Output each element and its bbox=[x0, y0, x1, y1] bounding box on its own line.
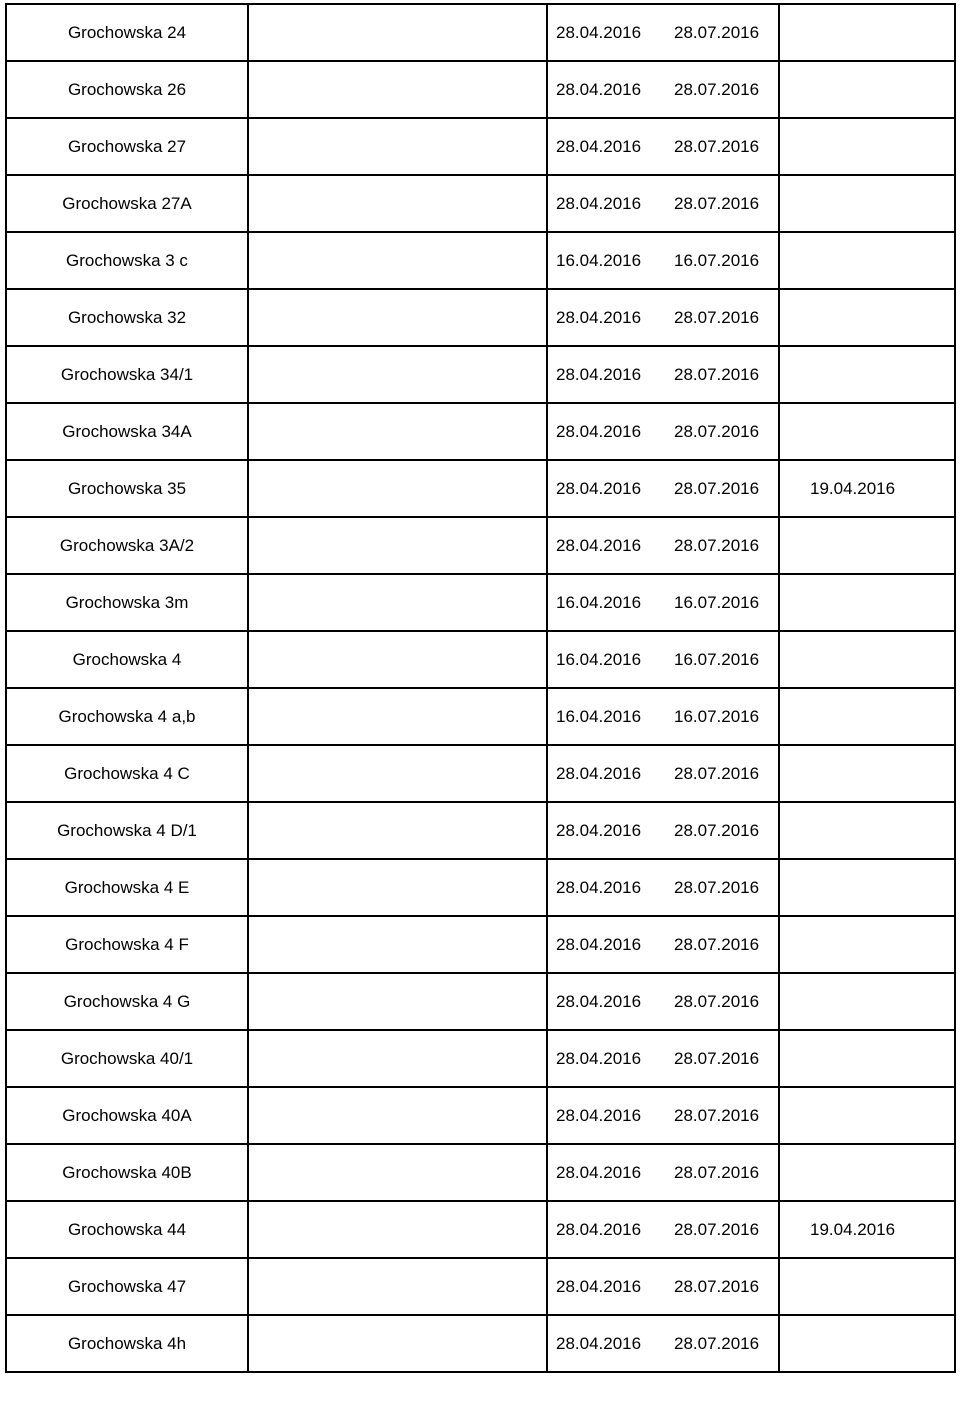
empty-cell bbox=[248, 973, 547, 1030]
date-to: 28.07.2016 bbox=[674, 1162, 760, 1182]
dates-cell bbox=[547, 859, 779, 916]
extra-date-cell: 19.04.2016 bbox=[779, 1201, 955, 1258]
schedule-table bbox=[5, 3, 956, 1373]
empty-cell bbox=[248, 802, 547, 859]
table-row bbox=[6, 61, 955, 118]
date-to: 28.07.2016 bbox=[674, 763, 760, 783]
dates-cell bbox=[547, 4, 779, 61]
empty-cell bbox=[248, 175, 547, 232]
empty-cell bbox=[248, 1030, 547, 1087]
table-row bbox=[6, 4, 955, 61]
street-cell: Grochowska 40B bbox=[6, 1144, 248, 1201]
date-to: 28.07.2016 bbox=[674, 1333, 760, 1353]
street-cell: Grochowska 3 c bbox=[6, 232, 248, 289]
dates-cell bbox=[547, 1201, 779, 1258]
empty-cell bbox=[248, 1201, 547, 1258]
date-from: 16.04.2016 bbox=[556, 592, 642, 612]
street-cell: Grochowska 40A bbox=[6, 1087, 248, 1144]
empty-cell bbox=[248, 517, 547, 574]
extra-date-cell bbox=[779, 859, 955, 916]
date-from: 28.04.2016 bbox=[556, 478, 642, 498]
empty-cell bbox=[248, 460, 547, 517]
extra-date-cell bbox=[779, 1258, 955, 1315]
dates-cell bbox=[547, 1030, 779, 1087]
empty-cell bbox=[248, 1087, 547, 1144]
date-to: 28.07.2016 bbox=[674, 1219, 760, 1239]
extra-date-cell bbox=[779, 175, 955, 232]
date-from: 28.04.2016 bbox=[556, 820, 642, 840]
street-cell: Grochowska 27 bbox=[6, 118, 248, 175]
street-cell: Grochowska 3m bbox=[6, 574, 248, 631]
date-from: 28.04.2016 bbox=[556, 1276, 642, 1296]
date-to: 28.07.2016 bbox=[674, 22, 760, 42]
table-row bbox=[6, 631, 955, 688]
dates-cell bbox=[547, 916, 779, 973]
date-from: 28.04.2016 bbox=[556, 193, 642, 213]
street-cell: Grochowska 47 bbox=[6, 1258, 248, 1315]
empty-cell bbox=[248, 61, 547, 118]
date-from: 28.04.2016 bbox=[556, 1162, 642, 1182]
date-to: 28.07.2016 bbox=[674, 1048, 760, 1068]
table-row bbox=[6, 1258, 955, 1315]
date-to: 16.07.2016 bbox=[674, 592, 760, 612]
dates-cell bbox=[547, 517, 779, 574]
extra-date-cell bbox=[779, 973, 955, 1030]
street-cell: Grochowska 35 bbox=[6, 460, 248, 517]
date-to: 28.07.2016 bbox=[674, 877, 760, 897]
dates-cell bbox=[547, 574, 779, 631]
dates-cell bbox=[547, 289, 779, 346]
table-row bbox=[6, 289, 955, 346]
table-row bbox=[6, 574, 955, 631]
date-to: 28.07.2016 bbox=[674, 421, 760, 441]
empty-cell bbox=[248, 859, 547, 916]
date-to: 28.07.2016 bbox=[674, 136, 760, 156]
dates-cell bbox=[547, 1315, 779, 1372]
empty-cell bbox=[248, 916, 547, 973]
date-from: 28.04.2016 bbox=[556, 1333, 642, 1353]
table-body bbox=[6, 4, 955, 1372]
street-cell: Grochowska 34/1 bbox=[6, 346, 248, 403]
date-to: 28.07.2016 bbox=[674, 820, 760, 840]
table-row bbox=[6, 802, 955, 859]
dates-cell bbox=[547, 745, 779, 802]
date-to: 28.07.2016 bbox=[674, 535, 760, 555]
date-to: 28.07.2016 bbox=[674, 1105, 760, 1125]
extra-date-cell bbox=[779, 802, 955, 859]
street-cell: Grochowska 4 E bbox=[6, 859, 248, 916]
table-row bbox=[6, 1315, 955, 1372]
date-from: 16.04.2016 bbox=[556, 250, 642, 270]
date-to: 16.07.2016 bbox=[674, 706, 760, 726]
date-to: 28.07.2016 bbox=[674, 478, 760, 498]
empty-cell bbox=[248, 346, 547, 403]
dates-cell bbox=[547, 1144, 779, 1201]
table-row bbox=[6, 517, 955, 574]
extra-date-cell bbox=[779, 403, 955, 460]
date-from: 28.04.2016 bbox=[556, 535, 642, 555]
table-row bbox=[6, 745, 955, 802]
date-from: 28.04.2016 bbox=[556, 1048, 642, 1068]
dates-cell bbox=[547, 403, 779, 460]
date-from: 16.04.2016 bbox=[556, 649, 642, 669]
street-cell: Grochowska 4 a,b bbox=[6, 688, 248, 745]
empty-cell bbox=[248, 403, 547, 460]
table-row bbox=[6, 118, 955, 175]
extra-date-cell bbox=[779, 517, 955, 574]
date-from: 28.04.2016 bbox=[556, 22, 642, 42]
street-cell: Grochowska 4 F bbox=[6, 916, 248, 973]
dates-cell bbox=[547, 175, 779, 232]
empty-cell bbox=[248, 1258, 547, 1315]
date-from: 16.04.2016 bbox=[556, 706, 642, 726]
empty-cell bbox=[248, 232, 547, 289]
street-cell: Grochowska 4 C bbox=[6, 745, 248, 802]
street-cell: Grochowska 24 bbox=[6, 4, 248, 61]
table-row bbox=[6, 1087, 955, 1144]
date-to: 28.07.2016 bbox=[674, 991, 760, 1011]
dates-cell bbox=[547, 346, 779, 403]
extra-date-cell bbox=[779, 346, 955, 403]
dates-cell bbox=[547, 688, 779, 745]
table-row bbox=[6, 688, 955, 745]
dates-cell bbox=[547, 118, 779, 175]
table-row bbox=[6, 973, 955, 1030]
empty-cell bbox=[248, 1144, 547, 1201]
street-cell: Grochowska 3A/2 bbox=[6, 517, 248, 574]
empty-cell bbox=[248, 1315, 547, 1372]
empty-cell bbox=[248, 745, 547, 802]
table-row bbox=[6, 460, 955, 517]
extra-date-cell bbox=[779, 631, 955, 688]
extra-date-cell bbox=[779, 61, 955, 118]
table-row bbox=[6, 916, 955, 973]
date-to: 28.07.2016 bbox=[674, 307, 760, 327]
empty-cell bbox=[248, 631, 547, 688]
extra-date-cell bbox=[779, 118, 955, 175]
extra-date-cell: 19.04.2016 bbox=[779, 460, 955, 517]
extra-date-cell bbox=[779, 289, 955, 346]
extra-date-cell bbox=[779, 574, 955, 631]
date-to: 28.07.2016 bbox=[674, 79, 760, 99]
date-from: 28.04.2016 bbox=[556, 307, 642, 327]
street-cell: Grochowska 4 bbox=[6, 631, 248, 688]
street-cell: Grochowska 4 D/1 bbox=[6, 802, 248, 859]
extra-date-cell bbox=[779, 232, 955, 289]
street-cell: Grochowska 32 bbox=[6, 289, 248, 346]
date-from: 28.04.2016 bbox=[556, 79, 642, 99]
dates-cell bbox=[547, 460, 779, 517]
dates-cell bbox=[547, 1258, 779, 1315]
extra-date-cell bbox=[779, 916, 955, 973]
date-to: 16.07.2016 bbox=[674, 649, 760, 669]
street-cell: Grochowska 44 bbox=[6, 1201, 248, 1258]
street-cell: Grochowska 27A bbox=[6, 175, 248, 232]
table-row bbox=[6, 346, 955, 403]
table-row bbox=[6, 1030, 955, 1087]
empty-cell bbox=[248, 4, 547, 61]
extra-date-cell bbox=[779, 1030, 955, 1087]
date-from: 28.04.2016 bbox=[556, 1219, 642, 1239]
table-row bbox=[6, 1201, 955, 1258]
table-row bbox=[6, 403, 955, 460]
street-cell: Grochowska 34A bbox=[6, 403, 248, 460]
table-row bbox=[6, 232, 955, 289]
date-to: 16.07.2016 bbox=[674, 250, 760, 270]
date-from: 28.04.2016 bbox=[556, 877, 642, 897]
dates-cell bbox=[547, 232, 779, 289]
date-from: 28.04.2016 bbox=[556, 763, 642, 783]
extra-date-cell bbox=[779, 1144, 955, 1201]
empty-cell bbox=[248, 118, 547, 175]
date-to: 28.07.2016 bbox=[674, 934, 760, 954]
date-to: 28.07.2016 bbox=[674, 193, 760, 213]
date-from: 28.04.2016 bbox=[556, 1105, 642, 1125]
dates-cell bbox=[547, 631, 779, 688]
extra-date-cell bbox=[779, 4, 955, 61]
dates-cell bbox=[547, 1087, 779, 1144]
street-cell: Grochowska 4 G bbox=[6, 973, 248, 1030]
empty-cell bbox=[248, 574, 547, 631]
street-cell: Grochowska 26 bbox=[6, 61, 248, 118]
date-from: 28.04.2016 bbox=[556, 136, 642, 156]
dates-cell bbox=[547, 973, 779, 1030]
table-row bbox=[6, 175, 955, 232]
empty-cell bbox=[248, 289, 547, 346]
date-from: 28.04.2016 bbox=[556, 991, 642, 1011]
date-from: 28.04.2016 bbox=[556, 364, 642, 384]
table-row bbox=[6, 859, 955, 916]
extra-date-cell bbox=[779, 688, 955, 745]
date-from: 28.04.2016 bbox=[556, 934, 642, 954]
date-to: 28.07.2016 bbox=[674, 1276, 760, 1296]
street-cell: Grochowska 40/1 bbox=[6, 1030, 248, 1087]
extra-date-cell bbox=[779, 1315, 955, 1372]
dates-cell bbox=[547, 61, 779, 118]
date-to: 28.07.2016 bbox=[674, 364, 760, 384]
street-cell: Grochowska 4h bbox=[6, 1315, 248, 1372]
extra-date-cell bbox=[779, 1087, 955, 1144]
empty-cell bbox=[248, 688, 547, 745]
extra-date-cell bbox=[779, 745, 955, 802]
date-from: 28.04.2016 bbox=[556, 421, 642, 441]
dates-cell bbox=[547, 802, 779, 859]
table-row bbox=[6, 1144, 955, 1201]
